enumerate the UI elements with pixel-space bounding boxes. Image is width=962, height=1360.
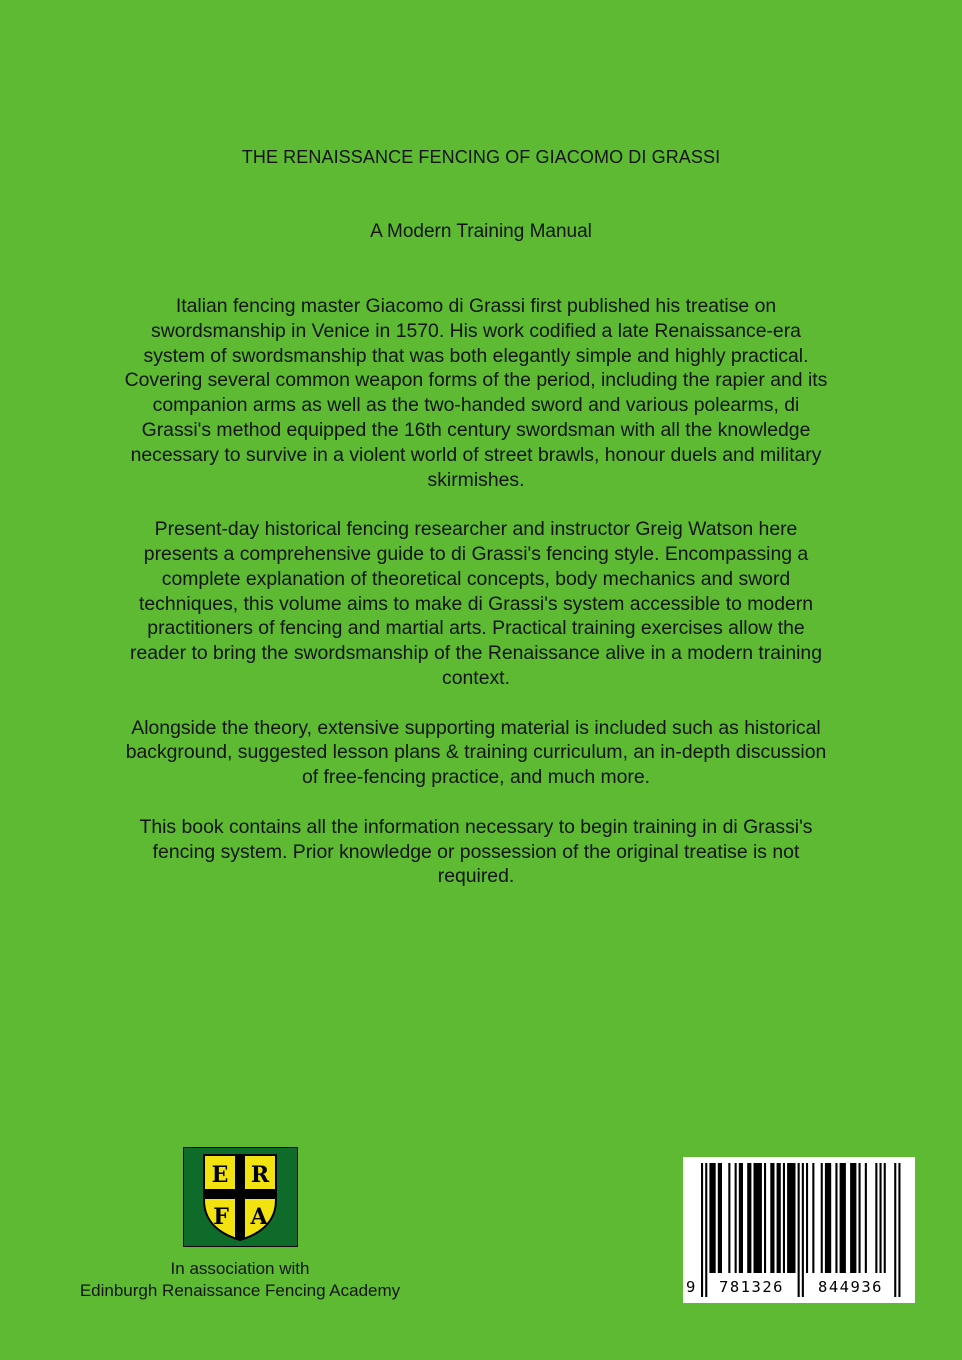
logo-letter-r: R bbox=[250, 1162, 270, 1188]
barcode-bar bbox=[705, 1163, 707, 1297]
logo-letter-f: F bbox=[213, 1204, 229, 1230]
association-text bbox=[40, 1258, 440, 1302]
barcode-bar bbox=[777, 1163, 781, 1273]
barcode-bar bbox=[764, 1163, 766, 1273]
erfa-logo bbox=[183, 1147, 298, 1247]
barcode-bar bbox=[884, 1163, 886, 1273]
barcode-bar bbox=[875, 1163, 877, 1273]
blurb-paragraph-1: Italian fencing master Giacomo di Grassi first published his treatise on swordsmanship in Venice in 1570. His work codified a late Renaissance-era system of swordsmanship that was both elegantly simple and highly practical. Covering several common weapon forms of the period, including the rapier and its companion arms as well as the two-handed sword and various polearms, di Grassi's method equipped the 16th century swordsman with all the knowledge necessary to survive in a violent world of street brawls, honour duels and military skirmishes. bbox=[124, 295, 828, 491]
back-cover-title: THE RENAISSANCE FENCING OF GIACOMO DI GRASSI bbox=[241, 147, 721, 167]
barcode-bar bbox=[894, 1163, 896, 1297]
barcode-bar bbox=[859, 1163, 861, 1273]
barcode-bar bbox=[835, 1163, 837, 1273]
logo-letter-e: E bbox=[211, 1162, 229, 1188]
barcode-bar bbox=[718, 1163, 722, 1273]
barcode-bar bbox=[787, 1163, 795, 1273]
barcode-bar bbox=[821, 1163, 823, 1273]
blurb-paragraph-3: Alongside the theory, extensive supporting material is included such as historical background, suggested lesson plans & training curriculum, an in-depth discussion of free-fencing practice, and much more. bbox=[125, 716, 827, 789]
barcode-bar bbox=[880, 1163, 882, 1273]
barcode-bar bbox=[728, 1163, 730, 1273]
barcode-bar bbox=[709, 1163, 715, 1273]
barcode-bar bbox=[865, 1163, 867, 1273]
barcode-bar bbox=[798, 1163, 800, 1297]
barcode-bar bbox=[812, 1163, 814, 1273]
erfa-shield-icon bbox=[184, 1148, 296, 1245]
barcode-bar bbox=[735, 1163, 737, 1273]
blurb-paragraph-4: This book contains all the information necessary to begin training in di Grassi's fencing system. Prior knowledge or possession of the original treatise is not required. bbox=[139, 815, 813, 888]
barcode-bar bbox=[701, 1163, 703, 1297]
barcode-bar bbox=[770, 1163, 774, 1273]
barcode-bar bbox=[739, 1163, 743, 1273]
barcode-first-digit: 9 bbox=[686, 1278, 697, 1296]
barcode-bar bbox=[825, 1163, 831, 1273]
barcode-bar bbox=[754, 1163, 762, 1273]
association-line-1: In association with bbox=[170, 1259, 310, 1278]
back-cover-subtitle: A Modern Training Manual bbox=[370, 221, 592, 242]
barcode-right-group: 844936 bbox=[818, 1278, 883, 1296]
barcode-left-group: 781326 bbox=[719, 1278, 784, 1296]
barcode-bar bbox=[783, 1163, 785, 1273]
barcode-bar bbox=[898, 1163, 900, 1297]
isbn-barcode bbox=[683, 1157, 915, 1303]
barcode-bar bbox=[840, 1163, 846, 1273]
association-line-2: Edinburgh Renaissance Fencing Academy bbox=[79, 1281, 401, 1300]
blurb-paragraph-2: Present-day historical fencing researcher and instructor Greig Watson here presents a comprehensive guide to di Grassi's fencing style. Encompassing a complete explanation of theoretical concepts, body mechanics and sword techniques, this volume aims to make di Grassi's system accessible to modern practitioners of fencing and martial arts. Practical training exercises allow the reader to bring the swordsmanship of the Renaissance alive in a modern training context. bbox=[130, 518, 822, 689]
blurb bbox=[118, 294, 834, 914]
barcode-bar bbox=[802, 1163, 804, 1297]
barcode-bar bbox=[806, 1163, 808, 1273]
logo-letter-a: A bbox=[250, 1204, 268, 1230]
barcode-bar bbox=[747, 1163, 751, 1273]
barcode-bar bbox=[850, 1163, 856, 1273]
